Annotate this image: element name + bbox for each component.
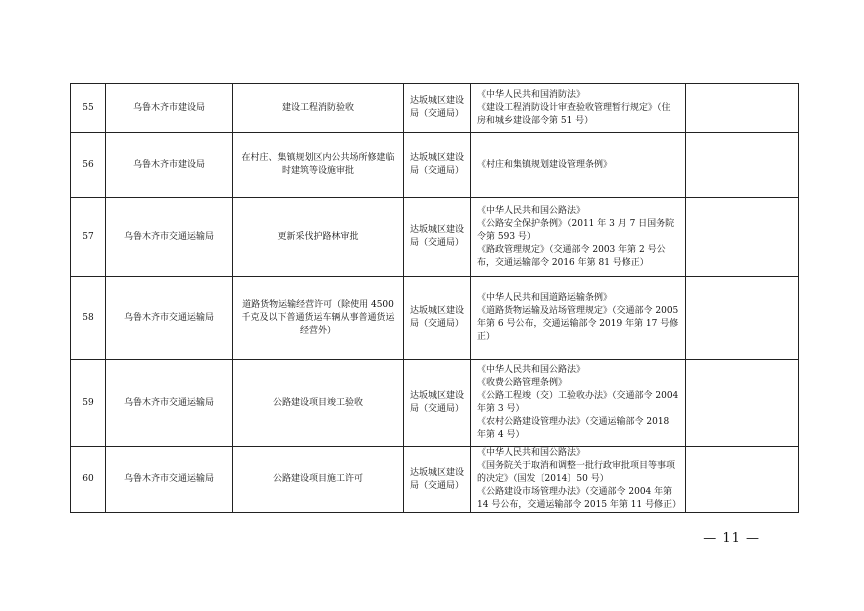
item-name-cell: 更新采伐护路林审批 <box>233 198 404 277</box>
department-cell: 乌鲁木齐市建设局 <box>106 84 233 133</box>
table-row <box>71 447 799 513</box>
legal-basis-line: 《建设工程消防设计审查验收管理暂行规定》（住房和城乡建设部令第 51 号） <box>477 102 671 126</box>
legal-basis-line: 《公路建设市场管理办法》（交通部令 2004 年第 14 号公布，交通运输部令 2015 年第 11 号修正） <box>477 487 682 510</box>
item-name-cell: 公路建设项目施工许可 <box>233 447 404 513</box>
table-row <box>71 198 799 277</box>
implementing-agency-cell: 达坂城区建设局（交通局） <box>404 447 471 513</box>
table-row <box>71 277 799 360</box>
legal-basis-line: 《道路货物运输及站场管理规定》（交通部令 2005 年第 6 号公布，交通运输部令 2019 年第 17 号修正） <box>477 306 679 342</box>
row-number-cell: 58 <box>71 277 106 360</box>
legal-basis-line: 《中华人民共和国公路法》 <box>477 448 586 458</box>
legal-basis-line: 《国务院关于取消和调整一批行政审批项目等事项的决定》（国发〔2014〕50 号） <box>477 461 676 484</box>
table-body <box>71 84 799 513</box>
legal-basis-line: 《中华人民共和国公路法》 <box>477 205 586 216</box>
item-name-cell: 公路建设项目竣工验收 <box>233 360 404 447</box>
implementing-agency-cell: 达坂城区建设局（交通局） <box>404 277 471 360</box>
remark-cell <box>686 277 799 360</box>
table-row <box>71 133 799 198</box>
legal-basis-cell <box>471 447 686 513</box>
legal-basis-line: 《中华人民共和国公路法》 <box>477 365 586 375</box>
legal-basis-line: 《中华人民共和国消防法》 <box>477 89 586 100</box>
legal-basis-line: 《农村公路建设管理办法》（交通运输部令 2018 年第 4 号） <box>477 417 670 440</box>
legal-basis-line: 《收费公路管理条例》 <box>477 378 568 388</box>
row-number-cell: 56 <box>71 133 106 198</box>
remark-cell <box>686 84 799 133</box>
implementing-agency-cell: 达坂城区建设局（交通局） <box>404 198 471 277</box>
row-number-cell: 55 <box>71 84 106 133</box>
implementing-agency-cell: 达坂城区建设局（交通局） <box>404 84 471 133</box>
page-number: — 11 — <box>703 531 760 546</box>
remark-cell <box>686 447 799 513</box>
row-number-cell: 59 <box>71 360 106 447</box>
implementing-agency-cell: 达坂城区建设局（交通局） <box>404 360 471 447</box>
legal-basis-line: 《公路安全保护条例》（2011 年 3 月 7 日国务院令第 593 号） <box>477 218 675 242</box>
legal-basis-line: 《村庄和集镇规划建设管理条例》 <box>477 159 613 170</box>
table-row <box>71 84 799 133</box>
approval-items-table <box>70 83 799 513</box>
legal-basis-cell <box>471 84 686 133</box>
department-cell: 乌鲁木齐市建设局 <box>106 133 233 198</box>
item-name-cell: 建设工程消防验收 <box>233 84 404 133</box>
department-cell: 乌鲁木齐市交通运输局 <box>106 447 233 513</box>
remark-cell <box>686 198 799 277</box>
row-number-cell: 60 <box>71 447 106 513</box>
legal-basis-line: 《公路工程竣（交）工验收办法》（交通部令 2004 年第 3 号） <box>477 391 679 414</box>
remark-cell <box>686 360 799 447</box>
implementing-agency-cell: 达坂城区建设局（交通局） <box>404 133 471 198</box>
legal-basis-cell <box>471 360 686 447</box>
table-row <box>71 360 799 447</box>
department-cell: 乌鲁木齐市交通运输局 <box>106 277 233 360</box>
item-name-cell: 在村庄、集镇规划区内公共场所修建临时建筑等设施审批 <box>233 133 404 198</box>
legal-basis-cell <box>471 198 686 277</box>
remark-cell <box>686 133 799 198</box>
department-cell: 乌鲁木齐市交通运输局 <box>106 198 233 277</box>
row-number-cell: 57 <box>71 198 106 277</box>
legal-basis-line: 《中华人民共和国道路运输条例》 <box>477 293 613 303</box>
legal-basis-cell <box>471 277 686 360</box>
legal-basis-line: 《路政管理规定》（交通部令 2003 年第 2 号公布，交通运输部令 2016 年第 81 号修正） <box>477 244 666 268</box>
item-name-cell: 道路货物运输经营许可（除使用 4500 千克及以下普通货运车辆从事普通货运经营外） <box>233 277 404 360</box>
legal-basis-cell <box>471 133 686 198</box>
department-cell: 乌鲁木齐市交通运输局 <box>106 360 233 447</box>
